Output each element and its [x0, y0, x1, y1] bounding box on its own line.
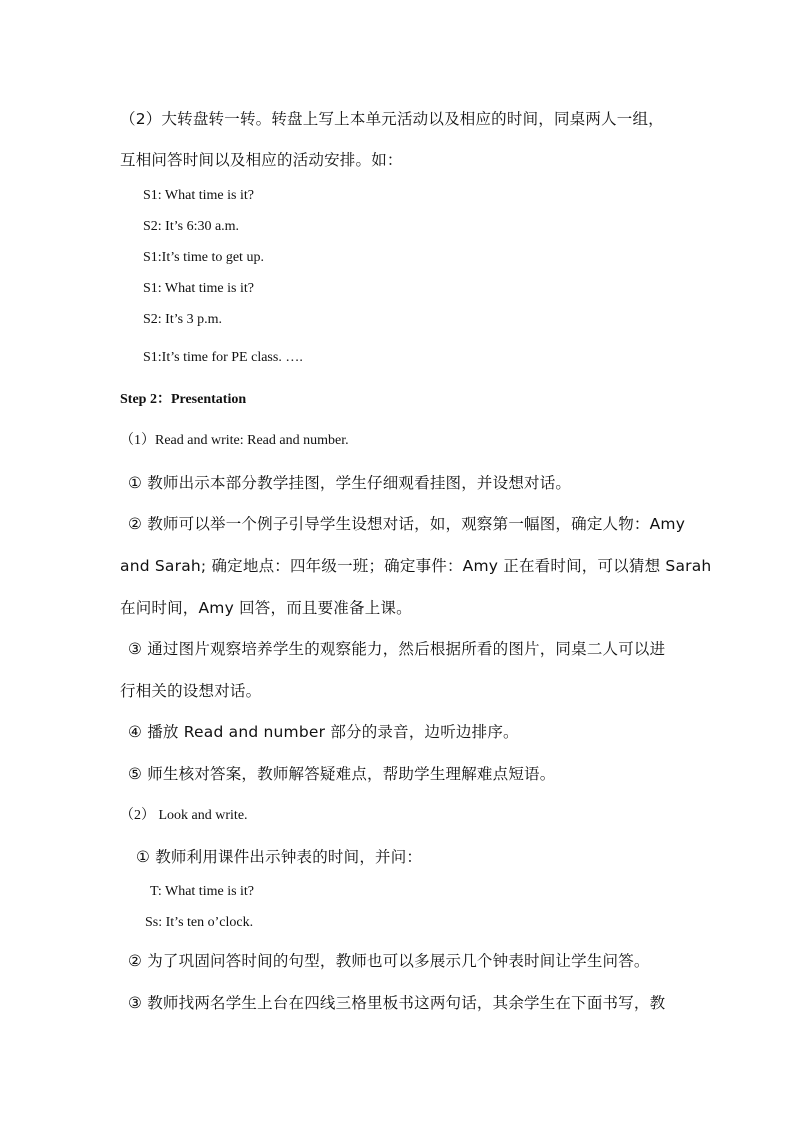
list-item: ③ 通过图片观察培养学生的观察能力，然后根据所看的图片，同桌二人可以进	[128, 640, 666, 658]
list-item-continuation: and Sarah; 确定地点：四年级一班；确定事件：Amy 正在看时间，可以猜想 Sarah	[120, 557, 712, 575]
list-item-continuation: 在问时间，Amy 回答，而且要准备上课。	[120, 599, 412, 617]
dialogue-line: Ss: It’s ten o’clock.	[145, 915, 254, 930]
dialogue-line: S1: What time is it?	[143, 281, 254, 296]
dialogue-line: S1:It’s time to get up.	[143, 250, 264, 265]
list-item: ② 为了巩固问答时间的句型，教师也可以多展示几个钟表时间让学生问答。	[128, 952, 650, 970]
section-heading: Step 2：Presentation	[120, 392, 247, 407]
dialogue-line: S1:It’s time for PE class. ….	[143, 350, 303, 365]
list-item: ① 教师利用课件出示钟表的时间，并问：	[136, 848, 423, 866]
list-item-continuation: 行相关的设想对话。	[120, 682, 262, 700]
dialogue-line: S1: What time is it?	[143, 188, 254, 203]
subsection-heading: （2） Look and write.	[120, 808, 248, 823]
dialogue-line: S2: It’s 6:30 a.m.	[143, 219, 240, 234]
dialogue-line: T: What time is it?	[150, 884, 255, 899]
paragraph-line: （2）大转盘转一转。转盘上写上本单元活动以及相应的时间，同桌两人一组，	[120, 110, 664, 128]
list-item: ② 教师可以举一个例子引导学生设想对话，如，观察第一幅图，确定人物：Amy	[128, 515, 686, 533]
list-item: ③ 教师找两名学生上台在四线三格里板书这两句话，其余学生在下面书写，教	[128, 994, 666, 1012]
list-item: ① 教师出示本部分教学挂图，学生仔细观看挂图，并设想对话。	[128, 474, 572, 492]
paragraph-line: 互相问答时间以及相应的活动安排。如：	[120, 151, 403, 169]
list-item: ⑤ 师生核对答案，教师解答疑难点，帮助学生理解难点短语。	[128, 765, 556, 783]
list-item: ④ 播放 Read and number 部分的录音，边听边排序。	[128, 723, 519, 741]
subsection-heading: （1）Read and write: Read and number.	[120, 433, 349, 448]
dialogue-line: S2: It’s 3 p.m.	[143, 312, 222, 327]
